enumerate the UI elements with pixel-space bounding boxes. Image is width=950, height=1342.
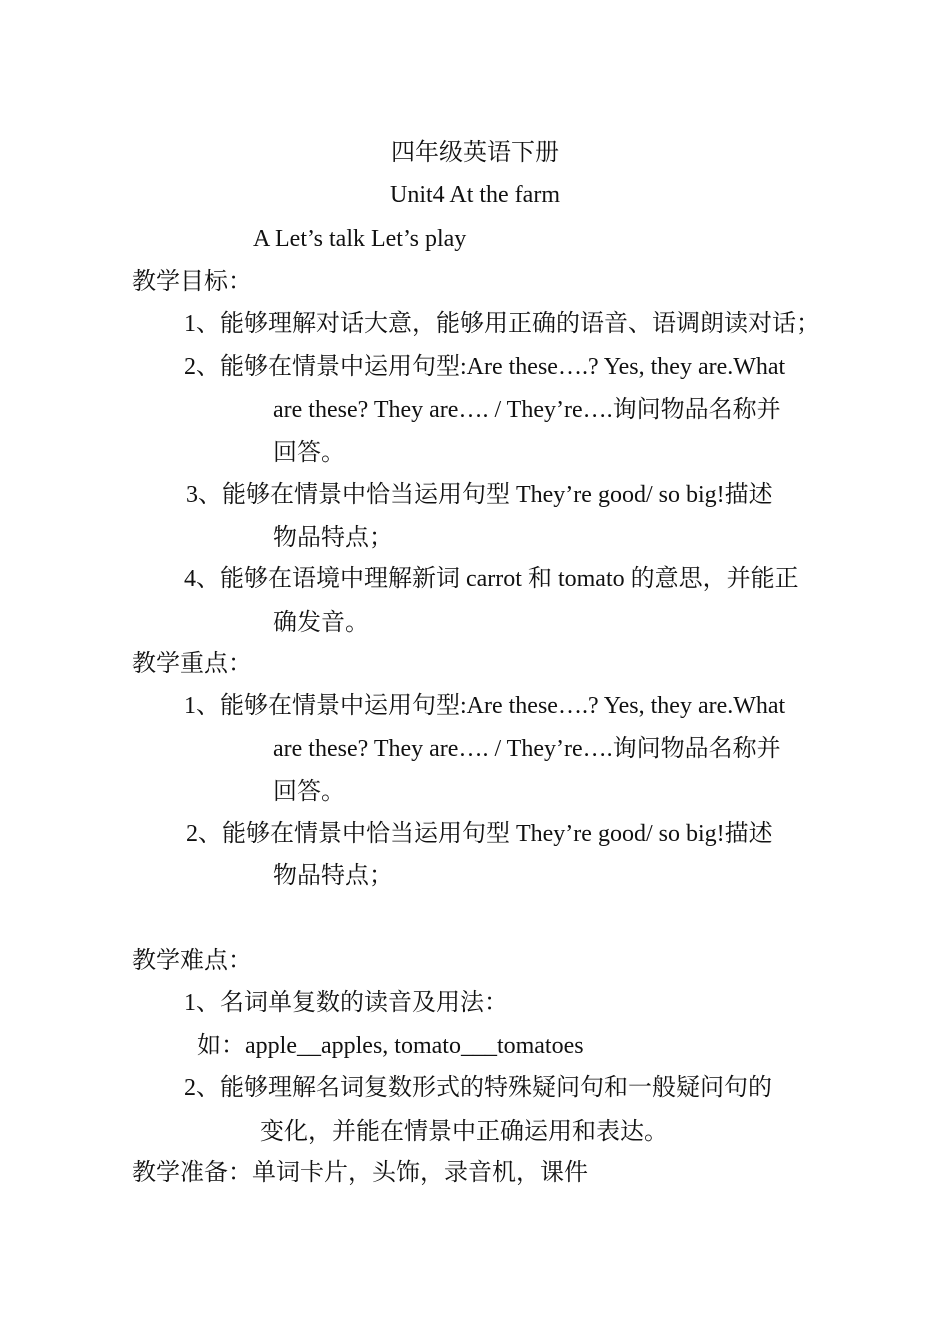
preparation-line: 教学准备：单词卡片，头饰，录音机，课件 (132, 1160, 588, 1186)
difficulties-heading: 教学难点： (132, 948, 252, 974)
objective-item-1: 1、能够理解对话大意，能够用正确的语音、语调朗读对话； (184, 311, 820, 337)
key-point-item-1-line-2: are these? They are…. / They’re….询问物品名称并 (273, 736, 781, 762)
key-point-item-1-line-1: 1、能够在情景中运用句型:Are these….? Yes, they are.What (184, 693, 786, 719)
key-point-item-1-line-3: 回答。 (273, 779, 345, 805)
objectives-heading: 教学目标： (132, 269, 252, 295)
lesson-title: A Let’s talk Let’s play (253, 226, 467, 252)
difficulty-item-2-line-2: 变化，并能在情景中正确运用和表达。 (260, 1119, 668, 1145)
key-point-item-2-line-1: 2、能够在情景中恰当运用句型 They’re good/ so big!描述 (186, 821, 773, 847)
difficulty-item-1: 1、名词单复数的读音及用法： (184, 990, 508, 1016)
objective-item-4-line-1: 4、能够在语境中理解新词 carrot 和 tomato 的意思，并能正 (184, 566, 799, 592)
objective-item-2-line-2: are these? They are…. / They’re….询问物品名称并 (273, 397, 781, 423)
key-point-item-2-line-2: 物品特点； (273, 863, 393, 889)
document-title: 四年级英语下册 (391, 140, 559, 166)
difficulty-item-2-line-1: 2、能够理解名词复数形式的特殊疑问句和一般疑问句的 (184, 1075, 772, 1101)
objective-item-3-line-2: 物品特点； (273, 525, 393, 551)
objective-item-2-line-3: 回答。 (273, 440, 345, 466)
unit-title: Unit4 At the farm (390, 182, 560, 208)
key-points-heading: 教学重点： (132, 651, 252, 677)
objective-item-3-line-1: 3、能够在情景中恰当运用句型 They’re good/ so big!描述 (186, 482, 773, 508)
objective-item-2-line-1: 2、能够在情景中运用句型:Are these….? Yes, they are.What (184, 354, 786, 380)
objective-item-4-line-2: 确发音。 (273, 610, 369, 636)
difficulty-example: 如：apple__apples, tomato___tomatoes (197, 1033, 584, 1059)
